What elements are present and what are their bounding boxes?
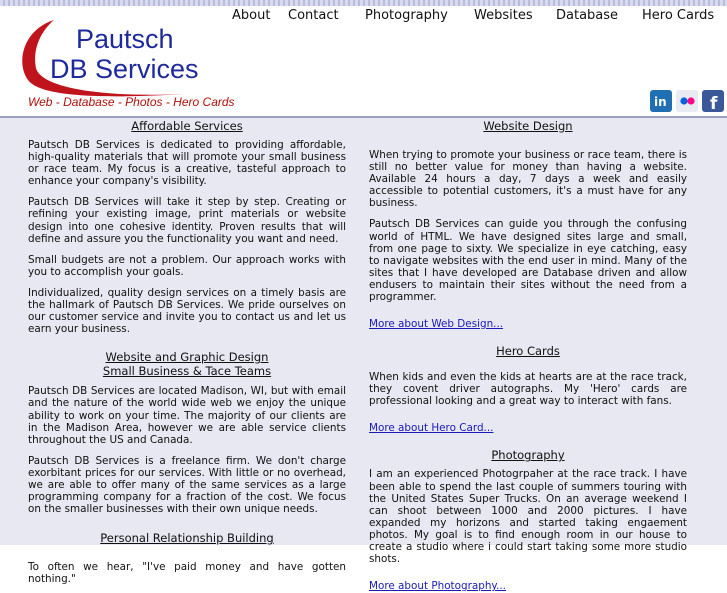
nav-contact[interactable]: Contact [288,8,339,23]
paragraph: Pautsch DB Services is dedicated to providing affordable, high-quality materials that will promote your small business or race team. My focus is a creative, tasteful approach to enhance your company's visibility. [28,139,346,188]
paragraph: Small budgets are not a problem. Our approach works with you to accomplish your goals. [28,253,346,278]
linkedin-icon[interactable] [650,90,672,112]
heading-relationship-building: Personal Relationship Building [100,531,274,546]
right-column [369,118,687,593]
nav-photography[interactable]: Photography [365,8,448,23]
paragraph: Individualized, quality design services on a timely basis are the hallmark of Pautsch DB Services. We pride ourselves on our customer service and invite you to contact us and let us earn your business. [28,286,346,336]
left-column [28,118,346,585]
paragraph: Pautsch DB Services can guide you through the confusing world of HTML. We have designed sites large and small, from one page to sixty. We specialize in eye catching, easy to navigate websites with the end user in mind. Many of the sites that I have developed are Database driven and allow endusers to maintain their sites without the need from a programmer. [369,218,687,304]
main-content [0,118,727,593]
paragraph: When trying to promote your business or race team, there is still no better value for money than having a website. Available 24 hours a day, 7 days a week and easily accessible to potential customers, it's a must have for any business. [369,149,687,210]
paragraph: Pautsch DB Services are located Madison, WI, but with email and the nature of the world wide web we enjoy the unique ability to work on your time. The majority of our clients are in the Madison Area, however we are able service clients throughout the US and Canada. [28,385,346,446]
tagline: Web - Database - Photos - Hero Cards [28,95,235,109]
heading-line: Small Business & Tace Teams [102,364,272,379]
more-hero-card-link[interactable]: More about Hero Card... [369,422,494,435]
main-nav [0,8,727,28]
more-web-design-link[interactable]: More about Web Design... [369,318,504,331]
nav-database[interactable]: Database [556,8,619,23]
heading-hero-cards: Hero Cards [496,344,560,359]
paragraph: I am an experienced Photogrpaher at the race track. I have been able to spend the last couple of summers touring with the United States Super Trucks. On an average weekend I can shoot between 1000 and 2000 pictures. I have expanded my horizons and started taking engaement photos. My goal is to find enough room in our house to create a studio where i could start taking some more studio shots. [369,468,687,566]
facebook-icon[interactable] [702,90,724,112]
paragraph: When kids and even the kids at hearts are at the race track, they covent driver autographs. My 'Hero' cards are professional looking and a great way to interact with fans. [369,371,687,408]
heading-website-graphic-design [28,350,346,378]
heading-affordable-services: Affordable Services [131,119,243,133]
nav-websites[interactable]: Websites [474,8,533,23]
nav-hero-cards[interactable]: Hero Cards [642,8,715,23]
paragraph: Pautsch DB Services will take it step by step. Creating or refining your existing image, print materials or website design into one cohesive identity. Proven results that will define and assure you the functionality you want and need. [28,196,346,245]
logo-line-2: DB Services [50,54,199,84]
flickr-icon[interactable] [676,90,698,112]
heading-line: Website and Graphic Design [105,350,269,365]
paragraph: To often we hear, "I've paid money and have gotten nothing." [28,561,346,586]
paragraph: Pautsch DB Services is a freelance firm. We don't charge exorbitant prices for our services. With little or no overhead, we are able to offer many of the same services as a large programming company for a fraction of the cost. We focus on the smaller businesses with their own unique needs. [28,454,346,516]
nav-about[interactable]: About [232,8,271,23]
logo-line-1: Pautsch [76,24,174,54]
heading-photography: Photography [491,448,565,463]
more-photography-link[interactable]: More about Photography... [369,580,506,593]
site-header [0,6,727,116]
svg-text:f: f [710,94,718,112]
heading-website-design: Website Design [483,119,573,133]
svg-text:in: in [654,95,667,109]
